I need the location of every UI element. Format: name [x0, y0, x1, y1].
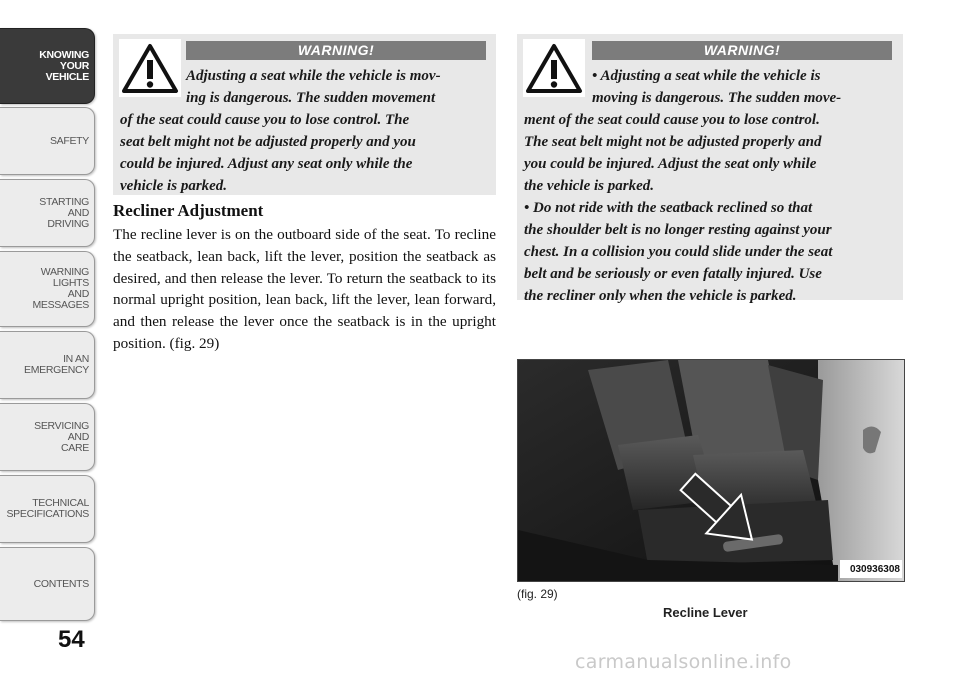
warning-text-line: moving is dangerous. The sudden move- — [592, 90, 842, 106]
page-number: 54 — [58, 626, 85, 653]
section-body: The recline lever is on the outboard side of the seat. To recline the seatback, lean back, lift the lever, position the seatback as desired, and then release the lever. To return the seatback to its normal upright position, lean back, lift the lever, lean forward, and then release the lever once the seatback is in the upright position. (fig. 29) — [113, 226, 496, 352]
warning-text-line: ing is dangerous. The sudden movement — [186, 90, 436, 106]
rear-seat-illustration — [518, 360, 904, 581]
chapter-tab-sidebar — [0, 0, 100, 678]
tab-warning-lights-and-messages[interactable]: WARNING LIGHTS AND MESSAGES — [0, 251, 95, 327]
warning-text-line: belt and be seriously or even fatally injured. Use — [524, 266, 822, 282]
warning-text-line: you could be injured. Adjust the seat only while — [524, 156, 817, 172]
tab-knowing-your-vehicle[interactable]: KNOWING YOUR VEHICLE — [0, 28, 95, 104]
section-heading: Recliner Adjustment — [113, 201, 264, 220]
warning-text-line: The seat belt might not be adjusted properly and — [524, 134, 822, 150]
warning-box-left — [113, 34, 496, 195]
warning-text-line: Adjusting a seat while the vehicle is mov- — [186, 68, 441, 84]
warning-triangle-icon — [523, 39, 585, 97]
figure-caption: Recline Lever — [663, 605, 748, 620]
warning-text-line: seat belt might not be adjusted properly and you — [120, 134, 416, 150]
warning-text-line: of the seat could cause you to lose control. The — [120, 112, 410, 128]
warning-title: WARNING! — [186, 41, 486, 60]
tab-starting-and-driving[interactable]: STARTING AND DRIVING — [0, 179, 95, 247]
tab-contents[interactable]: CONTENTS — [0, 547, 95, 621]
warning-title: WARNING! — [592, 41, 892, 60]
warning-text-line: the vehicle is parked. — [524, 178, 654, 194]
warning-text-line: could be injured. Adjust any seat only while the — [120, 156, 413, 172]
tab-in-an-emergency[interactable]: IN AN EMERGENCY — [0, 331, 95, 399]
warning-triangle-icon — [119, 39, 181, 97]
warning-text-line: • Do not ride with the seatback reclined so that — [524, 200, 813, 216]
tab-servicing-and-care[interactable]: SERVICING AND CARE — [0, 403, 95, 471]
tab-safety[interactable]: SAFETY — [0, 107, 95, 175]
warning-text-line: vehicle is parked. — [120, 178, 228, 194]
figure-label: (fig. 29) — [517, 587, 558, 601]
recline-lever-photo — [517, 359, 905, 582]
warning-text-line: the recliner only when the vehicle is parked. — [524, 288, 797, 304]
warning-box-right — [517, 34, 903, 304]
warning-text-line: • Adjusting a seat while the vehicle is — [592, 68, 821, 84]
warning-text-line: chest. In a collision you could slide under the seat — [524, 244, 833, 260]
figure-code: 030936308 — [849, 564, 900, 575]
tab-technical-specifications[interactable]: TECHNICAL SPECIFICATIONS — [0, 475, 95, 543]
warning-text-line: ment of the seat could cause you to lose control. — [524, 112, 820, 128]
watermark: carmanualsonline.info — [575, 651, 792, 673]
warning-text-line: the shoulder belt is no longer resting against your — [524, 222, 832, 238]
